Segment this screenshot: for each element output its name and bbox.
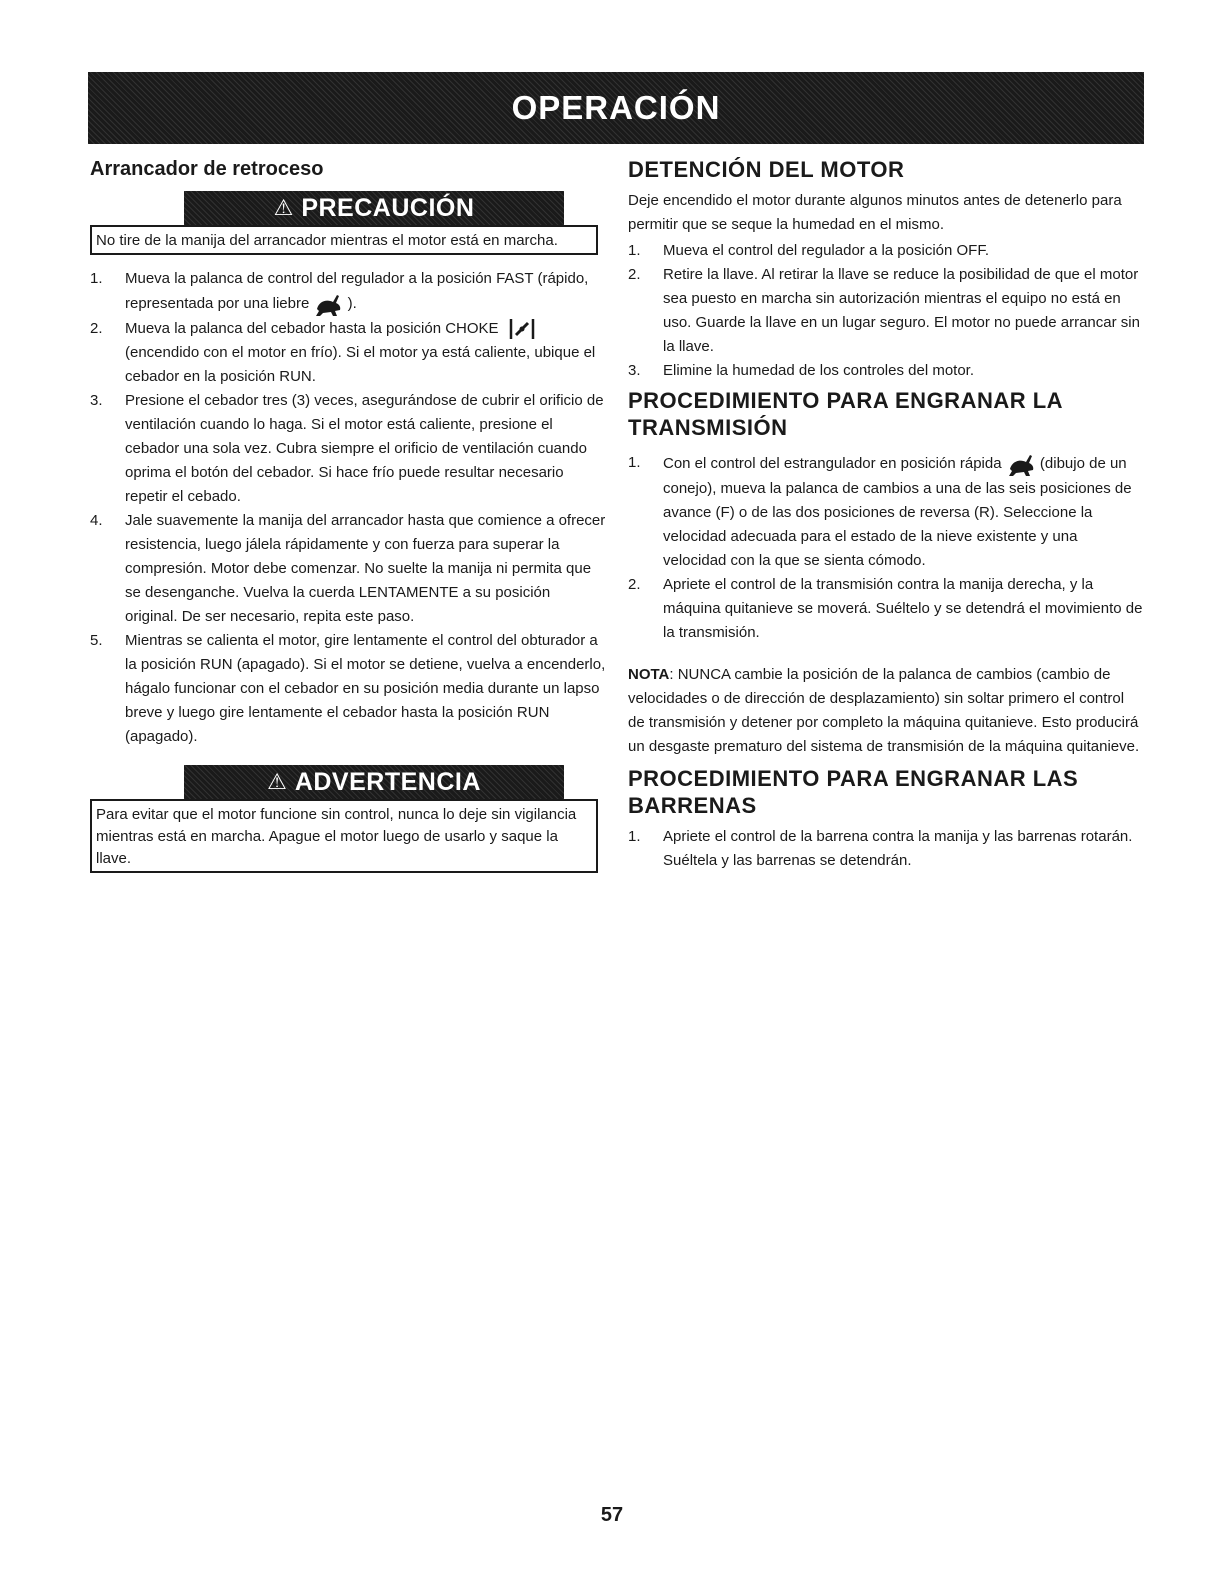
list-item: 1. Apriete el control de la barrena contra la manija y las barrenas rotarán. Suéltela y las barrenas se detendrán. [628,828,1133,869]
list-item: 3. Elimine la humedad de los controles del motor. [628,362,975,379]
warning-triangle-icon: ⚠ [267,769,287,794]
note-text: : NUNCA cambie la posición de la palanca de cambios (cambio de velocidades o de dirección de desplazamiento) sin soltar primero el control de transmisión y detener por completo la máquina quitanieve. Esto producirá un desgaste prematuro del sistema de transmisión de la máquina quitanieve. [628,666,1140,755]
list-item: 2. Mueva la palanca del cebador hasta la posición CHOKE (encendido con el motor en frío). Si el motor ya está caliente, ubique el cebador en la posición RUN. [90,320,596,385]
transmission-steps [628,451,1144,645]
page-number: 57 [600,1504,624,1526]
warning-header [184,765,564,799]
rabbit-icon [1006,451,1036,477]
list-item: 2. Retire la llave. Al retirar la llave se reduce la posibilidad de que el motor sea puesto en marcha sin autorización mientras el equipo no está en uso. Guarde la llave en un lugar seguro. El motor no puede arrancar sin la llave. [628,266,1140,355]
warning-triangle-icon: ⚠ [273,195,294,220]
section-banner [88,72,1144,144]
list-item: 1. Mueva la palanca de control del regulador a la posición FAST (rápido, representada por una liebre ). [90,267,606,317]
caution-label: PRECAUCIÓN [301,193,475,222]
list-item: 2. Apriete el control de la transmisión contra la manija derecha, y la máquina quitanieve se moverá. Suéltelo y se detendrá el movimiento de la transmisión. [628,576,1143,641]
caution-text: No tire de la manija del arrancador mientras el motor está en marcha. [96,232,558,249]
augers-steps [628,825,1144,873]
recoil-starter-heading: Arrancador de retroceso [90,158,324,180]
stop-engine-intro: Deje encendido el motor durante algunos minutos antes de detenerlo para permitir que se seque la humedad en el mismo. [628,192,1122,233]
stop-engine-heading: DETENCIÓN DEL MOTOR [628,157,905,182]
list-item: 1. Mueva el control del regulador a la posición OFF. [628,242,990,259]
note-paragraph [628,663,1144,759]
list-item: 4. Jale suavemente la manija del arrancador hasta que comience a ofrecer resistencia, luego jálela rápidamente y con fuerza para superar la compresión. Motor debe comenzar. No suelte la manija ni permita que se desenganche. Vuelva la cuerda LENTAMENTE a su posición original. De ser necesario, repita este paso. [90,512,606,625]
stop-engine-steps [628,239,1144,383]
rabbit-icon [313,291,343,317]
list-item: 5. Mientras se calienta el motor, gire lentamente el control del obturador a la posición RUN (apagado). Si el motor se detiene, vuelva a encenderlo, hágalo funcionar con el cebador en su posición media durante un lapso breve y luego gire lentamente el cebador hasta la posición RUN (apagado). [90,632,606,745]
list-item: 3. Presione el cebador tres (3) veces, asegurándose de cubrir el orificio de ventilación cuando lo haga. Si el motor está caliente, presione el cebador una sola vez. Cubra siempre el orificio de ventilación cuando oprima el botón del cebador. Si hace frío puede resultar necesario repetir el cebado. [90,392,604,505]
warning-text: Para evitar que el motor funcione sin control, nunca lo deje sin vigilancia mientras está en marcha. Apague el motor luego de usarlo y saque la llave. [96,806,577,867]
starter-steps [90,267,606,749]
choke-icon [509,318,535,340]
warning-label: ADVERTENCIA [294,767,481,796]
warning-box [90,799,598,873]
right-column [628,156,1144,873]
page-title: OPERACIÓN [511,89,721,126]
caution-box [90,225,598,255]
note-label: NOTA [628,666,670,683]
transmission-heading: PROCEDIMIENTO PARA ENGRANAR LA TRANSMISIÓN [628,388,1063,440]
augers-heading: PROCEDIMIENTO PARA ENGRANAR LAS BARRENAS [628,766,1079,818]
caution-header [184,191,564,225]
left-column [90,156,606,873]
list-item: 1. Con el control del estrangulador en posición rápida (dibujo de un conejo), mueva la palanca de cambios a una de las seis posiciones de avance (F) o de las dos posiciones de reversa (R). Seleccione la velocidad adecuada para el estado de la nieve existente y una velocidad con la que se sienta cómodo. [628,451,1144,573]
